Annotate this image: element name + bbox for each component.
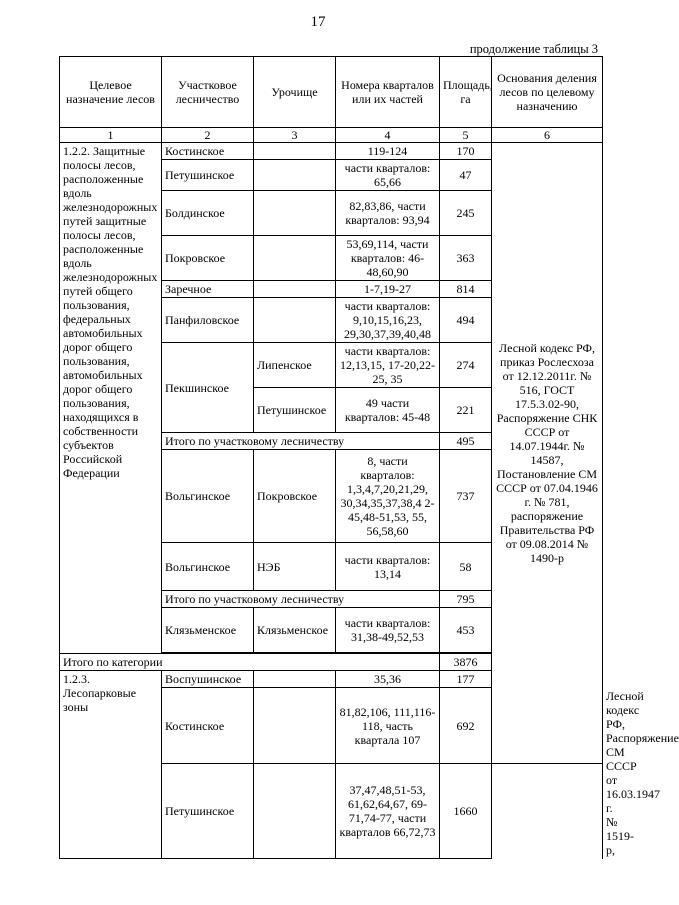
tract-cell xyxy=(254,764,336,859)
header-row xyxy=(60,57,603,128)
subtotal-area: 495 xyxy=(440,433,492,450)
forestry-cell: Панфиловское xyxy=(162,298,254,343)
forestry-cell: Болдинское xyxy=(162,191,254,236)
tract-cell xyxy=(254,143,336,160)
forestry-cell: Костинское xyxy=(162,143,254,160)
area-cell: 274 xyxy=(440,343,492,388)
quarters-cell: 35,36 xyxy=(336,671,440,688)
area-cell: 177 xyxy=(440,671,492,688)
forestry-cell: Клязьменское xyxy=(162,608,254,653)
header-purpose: Целевое назначение лесов xyxy=(60,57,162,128)
area-cell: 221 xyxy=(440,388,492,433)
tract-cell xyxy=(254,298,336,343)
category-total-label: Итого по категории xyxy=(60,654,440,671)
purpose-cell: 1.2.2. Защитные полосы лесов, расположенные вдоль железнодорожных путей защитные полосы лесов, расположенные вдоль железнодорожных путей общего пользования, федеральных автомобильных дорог общего пользования, автомобильных дорог общего пользования, находящихся в собственности субъектов Российской Федерации xyxy=(60,143,162,654)
tract-cell: Покровское xyxy=(254,450,336,543)
forestry-cell: Воспушинское xyxy=(162,671,254,688)
header-quarters: Номера кварталов или их частей xyxy=(336,57,440,128)
quarters-cell: части кварталов: 13,14 xyxy=(336,543,440,591)
quarters-cell: 37,47,48,51-53, 61,62,64,67, 69-71,74-77, части кварталов 66,72,73 xyxy=(336,764,440,859)
header-area: Площадь, га xyxy=(440,57,492,128)
tract-cell xyxy=(254,191,336,236)
header-tract: Урочище xyxy=(254,57,336,128)
col-number: 4 xyxy=(336,128,440,143)
area-cell: 363 xyxy=(440,236,492,281)
forestry-cell: Петушинское xyxy=(162,160,254,191)
area-cell: 453 xyxy=(440,608,492,653)
area-cell: 692 xyxy=(440,688,492,764)
tract-cell: Клязьменское xyxy=(254,608,336,653)
area-cell: 1660 xyxy=(440,764,492,859)
subtotal-label: Итого по участковому лесничеству xyxy=(162,591,440,608)
forestry-cell: Покровское xyxy=(162,236,254,281)
col-number: 2 xyxy=(162,128,254,143)
col-number: 5 xyxy=(440,128,492,143)
quarters-cell: 53,69,114, части кварталов: 46-48,60,90 xyxy=(336,236,440,281)
header-basis: Основания деления лесов по целевому назначению xyxy=(492,57,603,128)
continuation-note: продолжение таблицы 3 xyxy=(469,42,598,56)
tract-cell xyxy=(254,160,336,191)
tract-cell xyxy=(254,236,336,281)
forestry-cell: Петушинское xyxy=(162,764,254,859)
purpose-cell: 1.2.3. Лесопарковые зоны xyxy=(60,671,162,859)
area-cell: 814 xyxy=(440,281,492,298)
header-forestry: Участковое лесничество xyxy=(162,57,254,128)
tract-cell: Петушинское xyxy=(254,388,336,433)
forestry-cell: Пекшинское xyxy=(162,343,254,433)
basis-cell: Лесной кодекс РФ, приказ Рослесхоза от 12.12.2011г. № 516, ГОСТ 17.5.3.02-90, Распоряжение СНК СССР от 14.07.1944г. № 14587, Постановление СМ СССР от 07.04.1946 г. № 781, распоряжение Правительства РФ от 09.08.2014 № 1490-р xyxy=(492,143,603,764)
quarters-cell: 81,82,106, 111,116-118, часть квартала 107 xyxy=(336,688,440,764)
forestry-cell: Костинское xyxy=(162,688,254,764)
column-number-row xyxy=(60,128,603,143)
tract-cell: НЭБ xyxy=(254,543,336,591)
quarters-cell: части кварталов: 31,38-49,52,53 xyxy=(336,608,440,653)
area-cell: 170 xyxy=(440,143,492,160)
forestry-cell: Вольгинское xyxy=(162,450,254,543)
quarters-cell: 49 части кварталов: 45-48 xyxy=(336,388,440,433)
area-cell: 494 xyxy=(440,298,492,343)
tract-cell xyxy=(254,688,336,764)
table-row: Костинское 81,82,106, 111,116-118, часть квартала 107 692 Лесной кодекс РФ, Распоряжение СМ СССР от 16.03.1947 г. № 1519-р, xyxy=(60,688,603,764)
tract-cell xyxy=(254,671,336,688)
category-total-area: 3876 xyxy=(440,654,492,671)
area-cell: 58 xyxy=(440,543,492,591)
col-number: 3 xyxy=(254,128,336,143)
tract-cell: Липенское xyxy=(254,343,336,388)
subtotal-label: Итого по участковому лесничеству xyxy=(162,433,440,450)
area-cell: 47 xyxy=(440,160,492,191)
quarters-cell: части кварталов: 65,66 xyxy=(336,160,440,191)
quarters-cell: части кварталов: 9,10,15,16,23, 29,30,37,39,40,48 xyxy=(336,298,440,343)
forest-purpose-table xyxy=(59,56,679,859)
area-cell: 245 xyxy=(440,191,492,236)
subtotal-area: 795 xyxy=(440,591,492,608)
tract-cell xyxy=(254,281,336,298)
quarters-cell: 8, части кварталов: 1,3,4,7,20,21,29, 30,34,35,37,38,4 2-45,48-51,53, 55, 56,58,60 xyxy=(336,450,440,543)
quarters-cell: 119-124 xyxy=(336,143,440,160)
col-number: 6 xyxy=(492,128,603,143)
col-number: 1 xyxy=(60,128,162,143)
page-number: 17 xyxy=(310,14,326,30)
table-row xyxy=(60,143,603,160)
quarters-cell: части кварталов: 12,13,15, 17-20,22-25, 35 xyxy=(336,343,440,388)
area-cell: 737 xyxy=(440,450,492,543)
forestry-cell: Заречное xyxy=(162,281,254,298)
forestry-cell: Вольгинское xyxy=(162,543,254,591)
quarters-cell: 82,83,86, части кварталов: 93,94 xyxy=(336,191,440,236)
quarters-cell: 1-7,19-27 xyxy=(336,281,440,298)
